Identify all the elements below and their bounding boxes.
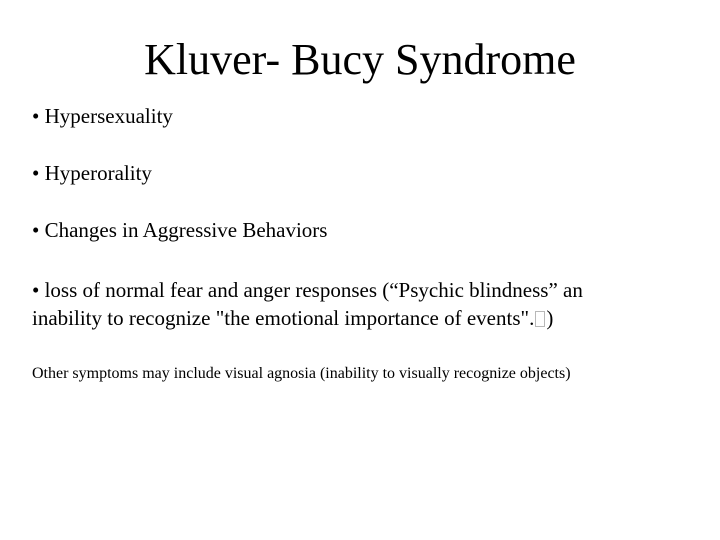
slide-title: Kluver- Bucy Syndrome [144, 35, 576, 84]
bullet-psychic-blindness-line2 [32, 304, 583, 332]
bullet-psychic-blindness [32, 276, 583, 332]
bullet-psychic-blindness-line1: • loss of normal fear and anger responses (“Psychic blindness” an [32, 278, 583, 302]
bullet-psychic-blindness-line2-text: inability to recognize "the emotional importance of events". [32, 306, 535, 330]
note-other-symptoms: Other symptoms may include visual agnosia (inability to visually recognize objects) [32, 365, 571, 382]
bullet-aggressive-behaviors: • Changes in Aggressive Behaviors [32, 218, 328, 242]
bullet-hyperorality: • Hyperorality [32, 161, 152, 185]
missing-glyph-box-icon [535, 311, 545, 327]
bullet-hypersexuality: • Hypersexuality [32, 104, 173, 128]
bullet-psychic-blindness-line2-close: ) [546, 306, 554, 330]
